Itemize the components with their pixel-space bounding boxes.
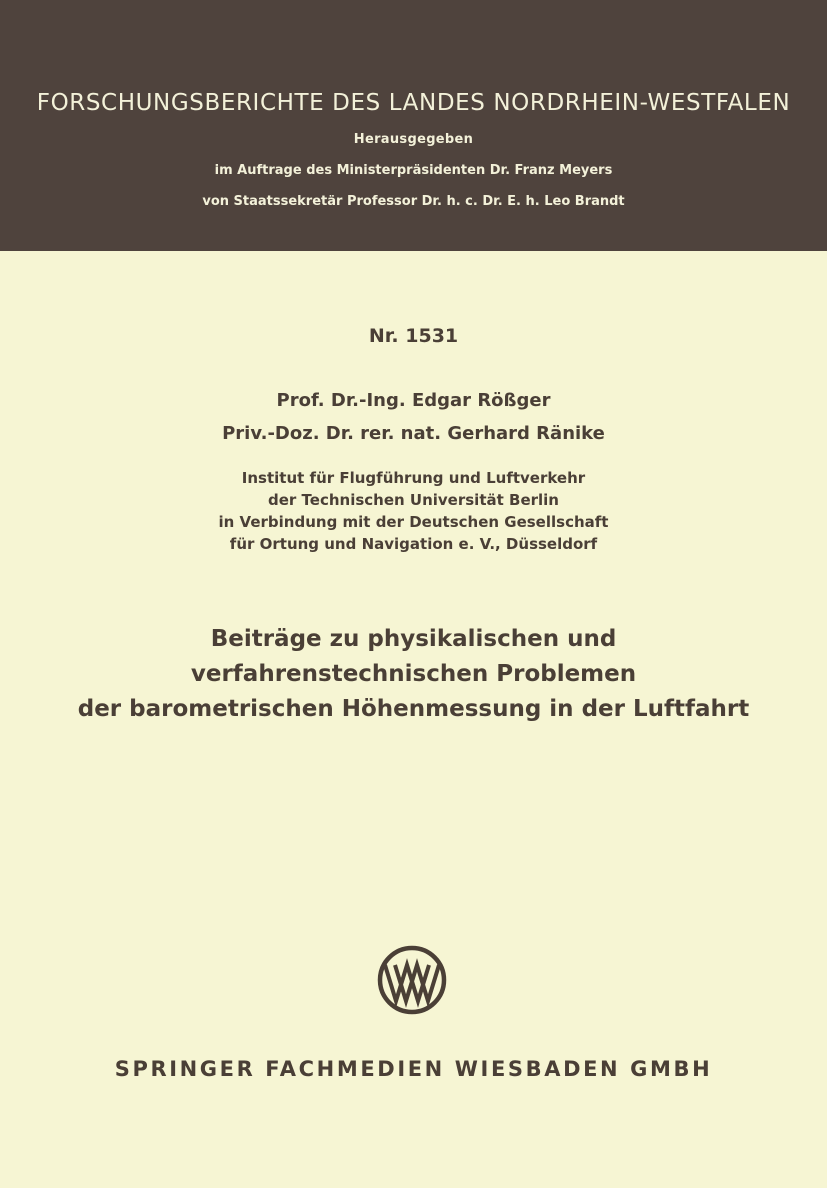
institute-line: Institut für Flugführung und Luftverkehr <box>241 469 586 487</box>
editor-label: Herausgegeben <box>353 132 474 147</box>
book-title-line: Beiträge zu physikalischen und <box>210 626 617 652</box>
series-title: FORSCHUNGSBERICHTE DES LANDES NORDRHEIN-WESTFALEN <box>36 90 791 116</box>
institute-block <box>0 467 827 555</box>
book-title-line: verfahrenstechnischen Problemen <box>190 661 637 687</box>
institute-line: der Technischen Universität Berlin <box>268 491 559 509</box>
institute-line: für Ortung und Navigation e. V., Düsseldorf <box>229 535 598 553</box>
editor-line-2: von Staatssekretär Professor Dr. h. c. Dr. E. h. Leo Brandt <box>202 194 625 209</box>
editor-line-1: im Auftrage des Ministerpräsidenten Dr. Franz Meyers <box>214 163 613 178</box>
volume-number: Nr. 1531 <box>368 325 459 347</box>
institute-line: in Verbindung mit der Deutschen Gesellschaft <box>218 513 609 531</box>
publisher-name: SPRINGER FACHMEDIEN WIESBADEN GMBH <box>114 1057 713 1081</box>
author-1: Prof. Dr.-Ing. Edgar Rößger <box>276 390 551 411</box>
header-band <box>0 0 827 251</box>
book-title-line: der barometrischen Höhenmessung in der Luftfahrt <box>77 696 750 722</box>
ww-publisher-logo-icon <box>376 944 448 1016</box>
book-title <box>0 622 827 727</box>
author-2: Priv.-Doz. Dr. rer. nat. Gerhard Ränike <box>222 423 605 444</box>
